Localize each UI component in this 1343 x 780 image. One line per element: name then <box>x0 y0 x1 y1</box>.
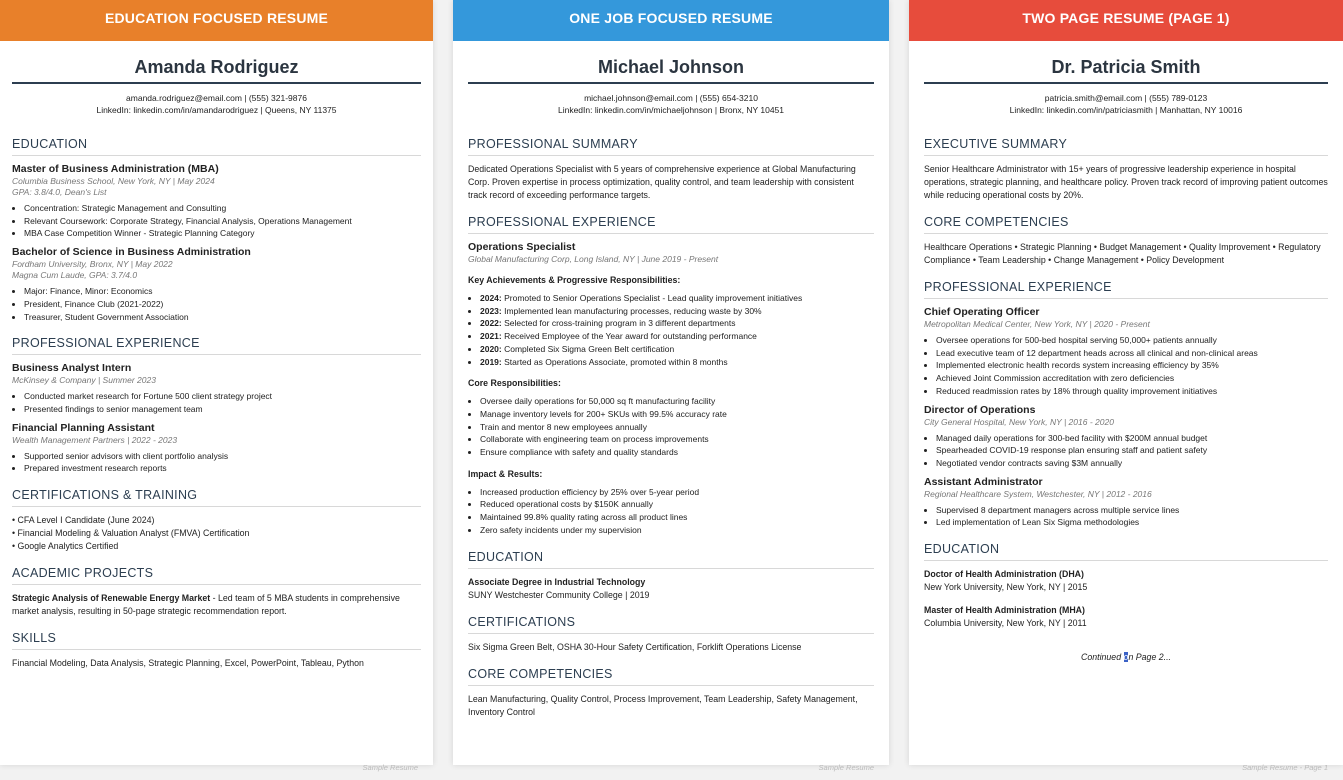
school-info: SUNY Westchester Community College | 2019 <box>468 589 650 600</box>
list-item: • Reduced operational costs by $150K annually <box>480 498 874 511</box>
job-title: Assistant Administrator <box>924 475 1043 488</box>
job-meta: City General Hospital, New York, NY | 2016 - 2020 <box>924 416 1114 427</box>
list-item: • 2023: Implemented lean manufacturing processes, reducing waste by 30% <box>480 305 874 318</box>
list-item: • Train and mentor 8 new employees annually <box>480 421 874 434</box>
list-item: • Supervised 8 department managers across multiple service lines <box>936 504 1328 517</box>
skills-list: Financial Modeling, Data Analysis, Strategic Planning, Excel, PowerPoint, Tableau, Python <box>12 658 364 669</box>
list-item: • MBA Case Competition Winner - Strategic Planning Category <box>24 227 421 240</box>
education-entry <box>12 163 421 240</box>
list-item: • Achieved Joint Commission accreditation with zero deficiencies <box>936 372 1328 385</box>
list-item: • Lead executive team of 12 department heads across all clinical and non-clinical areas <box>936 347 1328 360</box>
section-heading-competencies: CORE COMPETENCIES <box>924 215 1328 234</box>
school-info: New York University, New York, NY | 2015 <box>924 582 1088 593</box>
contact-info <box>924 92 1328 116</box>
list-item: • Ensure compliance with safety and quality standards <box>480 446 874 459</box>
job-meta: Wealth Management Partners | 2022 - 2023 <box>12 434 178 445</box>
degree-title: Master of Health Administration (MHA) <box>924 605 1085 616</box>
job-meta: Global Manufacturing Corp, Long Island, NY | June 2019 - Present <box>468 254 719 264</box>
section-heading-experience: PROFESSIONAL EXPERIENCE <box>12 336 421 355</box>
degree-title: Doctor of Health Administration (DHA) <box>924 569 1084 580</box>
job-title: Chief Operating Officer <box>924 306 1040 318</box>
list-item: • 2024: Promoted to Senior Operations Specialist - Lead quality improvement initiatives <box>480 292 874 305</box>
resume-name: Michael Johnson <box>468 56 874 84</box>
job-entry <box>924 476 1328 529</box>
text-selection: o <box>1123 652 1129 663</box>
list-item: • Spearheaded COVID-19 response plan ensuring staff and patient safety <box>936 444 1328 457</box>
job-meta: Metropolitan Medical Center, New York, NY | 2020 - Present <box>924 319 1150 329</box>
certifications-list: Six Sigma Green Belt, OSHA 30-Hour Safety Certification, Forklift Operations License <box>468 641 802 652</box>
list-item: • Increased production efficiency by 25% over 5-year period <box>480 486 874 499</box>
list-item: • Relevant Coursework: Corporate Strategy, Financial Analysis, Operations Management <box>24 215 421 228</box>
degree-title: Associate Degree in Industrial Technology <box>468 576 646 587</box>
school-info: Columbia University, New York, NY | 2011 <box>924 618 1087 629</box>
resume-education-focused <box>0 0 433 772</box>
list-item: • Supported senior advisors with client portfolio analysis <box>24 450 421 463</box>
resume-name: Dr. Patricia Smith <box>924 56 1328 84</box>
competencies-list: Lean Manufacturing, Quality Control, Process Improvement, Team Leadership, Safety Management, Inventory Control <box>468 693 858 717</box>
job-meta: Regional Healthcare System, Westchester, NY | 2012 - 2016 <box>924 488 1152 499</box>
section-heading-certifications: CERTIFICATIONS <box>468 615 874 634</box>
project-description <box>12 592 421 618</box>
job-entry <box>924 404 1328 470</box>
job-entry <box>924 306 1328 398</box>
education-entry <box>924 604 1328 630</box>
education-entry <box>12 246 421 323</box>
section-heading-skills: SKILLS <box>12 631 421 650</box>
list-item: • Implemented electronic health records system increasing efficiency by 35% <box>936 359 1328 372</box>
list-item: • Negotiated vendor contracts saving $3M annually <box>936 457 1328 470</box>
contact-line: patricia.smith@email.com | (555) 789-0123 <box>1044 93 1208 103</box>
panel-banner: TWO PAGE RESUME (PAGE 1) <box>909 0 1343 41</box>
panel-banner: EDUCATION FOCUSED RESUME <box>0 0 433 41</box>
subheading-core: Core Responsibilities: <box>468 378 561 389</box>
list-item: • Led implementation of Lean Six Sigma methodologies <box>936 516 1328 529</box>
list-item: • Manage inventory levels for 200+ SKUs with 99.5% accuracy rate <box>480 408 874 421</box>
section-heading-education: EDUCATION <box>468 550 874 569</box>
list-item: • President, Finance Club (2021-2022) <box>24 298 421 311</box>
section-heading-education: EDUCATION <box>924 542 1328 561</box>
contact-line: LinkedIn: linkedin.com/in/michaeljohnson | Bronx, NY 10451 <box>557 105 785 115</box>
footer-watermark: Sample Resume <box>818 763 874 772</box>
panel-banner: ONE JOB FOCUSED RESUME <box>453 0 889 41</box>
job-title: Business Analyst Intern <box>12 362 132 375</box>
subheading-achievements: Key Achievements & Progressive Responsibilities: <box>468 275 681 285</box>
project-text: - Led team of 5 MBA students in comprehensive market analysis, resulting in 50-page strategic recommendation report. <box>12 593 400 617</box>
resume-two-page <box>909 0 1343 772</box>
list-item: • Presented findings to senior management team <box>24 403 421 416</box>
list-item: • Maintained 99.8% quality rating across all product lines <box>480 511 874 524</box>
subheading-impact: Impact & Results: <box>468 468 543 479</box>
contact-info <box>12 92 421 116</box>
job-entry <box>12 422 421 475</box>
resume-one-job-focused <box>453 0 889 772</box>
section-heading-summary: PROFESSIONAL SUMMARY <box>468 137 874 156</box>
contact-info <box>468 92 874 116</box>
list-item: • 2020: Completed Six Sigma Green Belt certification <box>480 343 874 356</box>
education-entry <box>924 568 1328 594</box>
list-item: • Reduced readmission rates by 18% through quality improvement initiatives <box>936 385 1328 398</box>
list-item: • Major: Finance, Minor: Economics <box>24 285 421 298</box>
contact-line: LinkedIn: linkedin.com/in/patriciasmith | Manhattan, NY 10016 <box>1009 105 1243 115</box>
section-heading-summary: EXECUTIVE SUMMARY <box>924 137 1328 156</box>
degree-title: Master of Business Administration (MBA) <box>12 163 219 175</box>
footer-watermark: Sample Resume - Page 1 <box>1242 763 1328 772</box>
job-title: Financial Planning Assistant <box>12 421 155 434</box>
section-heading-education: EDUCATION <box>12 137 421 156</box>
footer-watermark: Sample Resume <box>362 763 418 772</box>
job-entry <box>12 362 421 415</box>
cert-item: • Google Analytics Certified <box>12 541 119 552</box>
summary-text: Dedicated Operations Specialist with 5 years of comprehensive experience at Global Manufacturing Corp. Proven expertise in process optimization, quality control, and team leadership with consistent track record of exceeding performance targets. <box>468 164 856 200</box>
contact-line: amanda.rodriguez@email.com | (555) 321-9876 <box>126 93 307 103</box>
list-item: • Concentration: Strategic Management and Consulting <box>24 202 421 215</box>
list-item: • Conducted market research for Fortune 500 client strategy project <box>24 390 421 403</box>
school-meta: Fordham University, Bronx, NY | May 2022 <box>12 259 173 270</box>
summary-text: Senior Healthcare Administrator with 15+ years of progressive leadership experience in hospital operations, strategic planning, and healthcare policy. Proven track record of improving patient outcomes while reducing operational costs by 20%. <box>924 164 1328 200</box>
cert-item: • Financial Modeling & Valuation Analyst (FMVA) Certification <box>12 528 250 539</box>
list-item: • Treasurer, Student Government Association <box>24 311 421 324</box>
job-title: Operations Specialist <box>468 241 576 253</box>
contact-line: michael.johnson@email.com | (555) 654-3210 <box>584 93 758 103</box>
section-heading-projects: ACADEMIC PROJECTS <box>12 566 421 585</box>
cert-item: • CFA Level I Candidate (June 2024) <box>12 515 155 526</box>
school-meta: Magna Cum Laude, GPA: 3.7/4.0 <box>12 270 138 281</box>
section-heading-certifications: CERTIFICATIONS & TRAINING <box>12 488 421 507</box>
list-item: • 2022: Selected for cross-training program in 3 different departments <box>480 317 874 330</box>
contact-line: LinkedIn: linkedin.com/in/amandarodriguez | Queens, NY 11375 <box>96 105 337 115</box>
list-item: • Oversee daily operations for 50,000 sq ft manufacturing facility <box>480 395 874 408</box>
list-item: • 2021: Received Employee of the Year award for outstanding performance <box>480 330 874 343</box>
section-heading-experience: PROFESSIONAL EXPERIENCE <box>924 280 1328 299</box>
list-item: • Prepared investment research reports <box>24 462 421 475</box>
competencies-list: Healthcare Operations • Strategic Planning • Budget Management • Quality Improvement • Regulatory Compliance • Team Leadership • Change Management • Policy Development <box>924 242 1321 265</box>
section-heading-competencies: CORE COMPETENCIES <box>468 667 874 686</box>
list-item: • 2019: Started as Operations Associate, promoted within 8 months <box>480 356 874 369</box>
section-heading-experience: PROFESSIONAL EXPERIENCE <box>468 215 874 234</box>
job-meta: McKinsey & Company | Summer 2023 <box>12 375 156 386</box>
list-item: • Zero safety incidents under my supervision <box>480 524 874 537</box>
school-meta: Columbia Business School, New York, NY | May 2024 <box>12 176 215 186</box>
list-item: • Oversee operations for 500-bed hospital serving 50,000+ patients annually <box>936 334 1328 347</box>
school-meta: GPA: 3.8/4.0, Dean's List <box>12 187 107 197</box>
project-title: Strategic Analysis of Renewable Energy Market <box>12 593 211 604</box>
list-item: • Collaborate with engineering team on process improvements <box>480 433 874 446</box>
degree-title: Bachelor of Science in Business Administration <box>12 246 251 259</box>
list-item: • Managed daily operations for 300-bed facility with $200M annual budget <box>936 432 1328 445</box>
job-title: Director of Operations <box>924 403 1036 416</box>
continued-note: Continued on Page 2... <box>1080 652 1172 663</box>
resume-name: Amanda Rodriguez <box>12 56 421 84</box>
